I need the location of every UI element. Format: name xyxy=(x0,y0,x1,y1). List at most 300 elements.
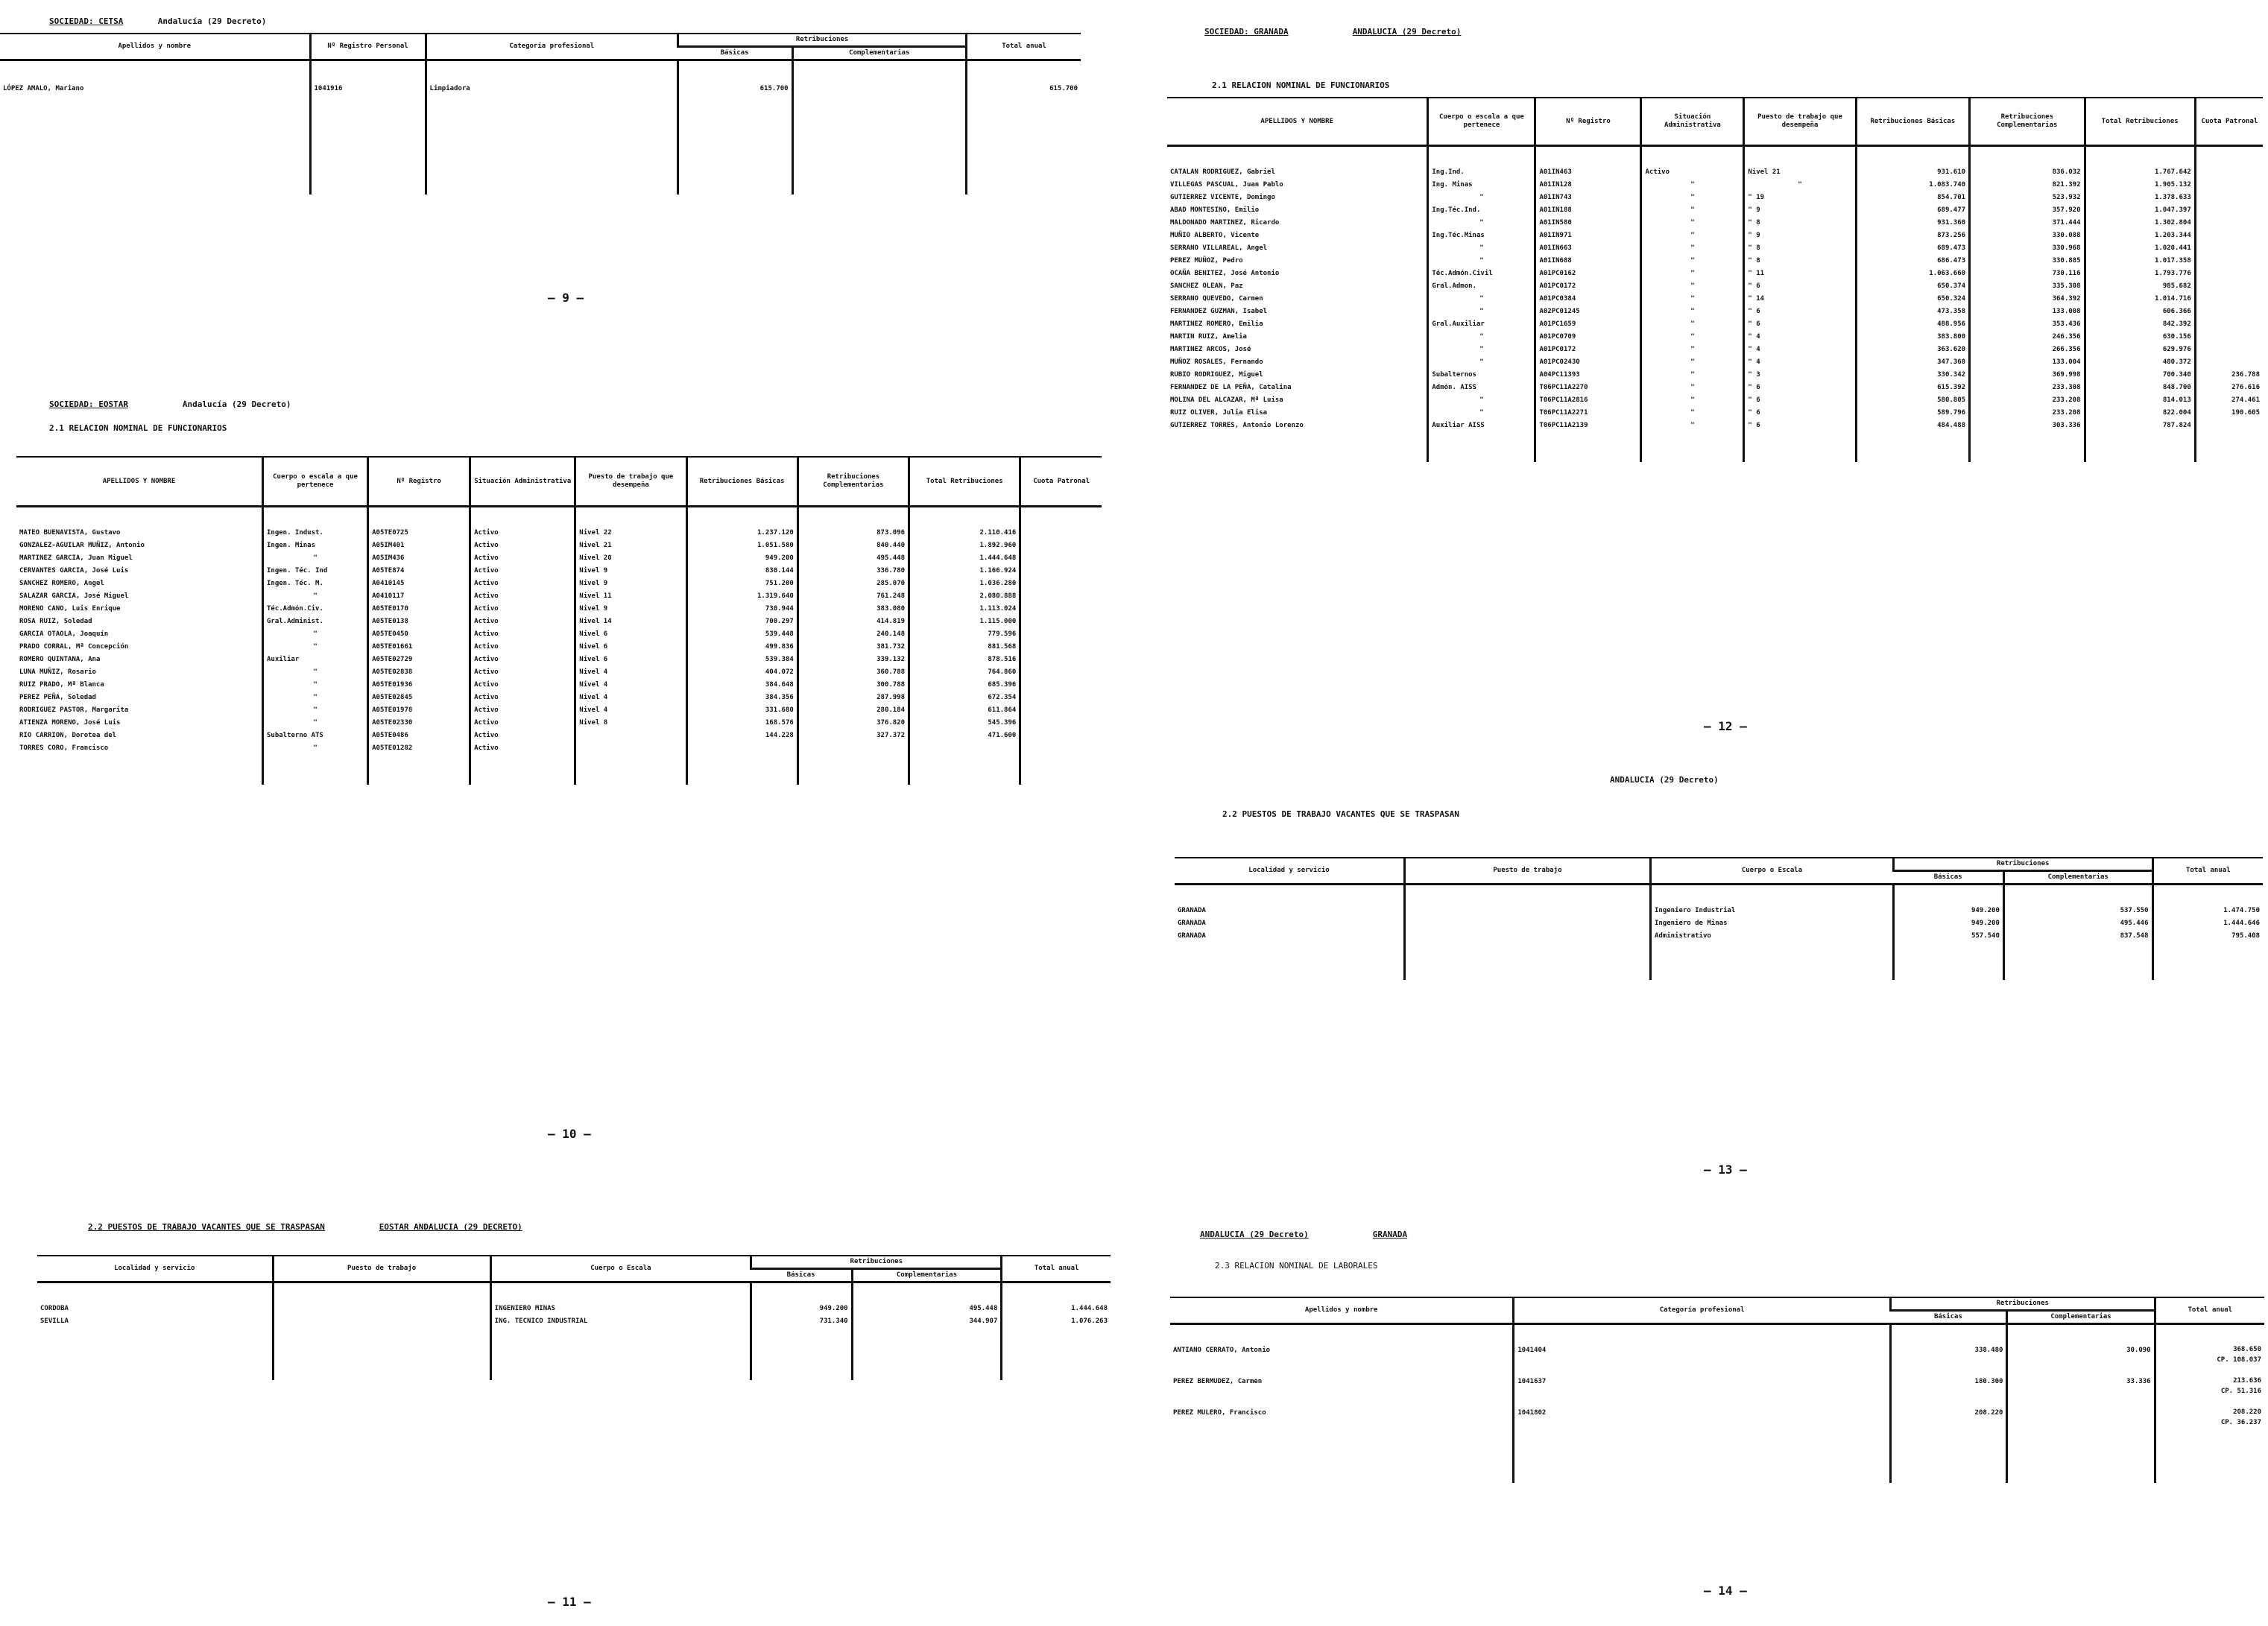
table-cell: 650.324 xyxy=(1856,293,1969,306)
table-cell: 246.356 xyxy=(1970,331,2085,344)
table-cell: 339.132 xyxy=(797,654,909,666)
table-cell: " xyxy=(1428,394,1535,407)
table-cell: " xyxy=(1641,306,1744,318)
table-cell: " xyxy=(1428,306,1535,318)
table-row xyxy=(1167,394,2263,407)
table-cell: 1.319.640 xyxy=(686,590,797,603)
cell-name: LÓPEZ AMALO, Mariano xyxy=(3,84,84,92)
table-cell: " xyxy=(1641,242,1744,255)
cell-basicas: 615.700 xyxy=(678,83,792,194)
table-cell: PEREZ BERMUDEZ, Carmen xyxy=(1173,1378,1263,1385)
table-cell: Activo xyxy=(470,641,575,654)
table-cell: 873.096 xyxy=(797,527,909,540)
table-cell: A05TE02838 xyxy=(368,666,470,679)
table-cell: Activo xyxy=(470,666,575,679)
table-cell: 700.340 xyxy=(2085,369,2195,382)
table-cell xyxy=(1020,730,1102,742)
col-basicas: Básicas xyxy=(1890,1311,2007,1324)
table-cell: A05TE01282 xyxy=(368,742,470,755)
table-row xyxy=(1170,1407,2264,1438)
table-cell: A05TE02845 xyxy=(368,692,470,704)
table-cell: 383.080 xyxy=(797,603,909,616)
table-cell: A05TE01661 xyxy=(368,641,470,654)
cuota-patronal-value: CP. 108.037 xyxy=(2217,1356,2261,1364)
table-cell xyxy=(2195,306,2263,318)
col-retribuciones: Retribuciones xyxy=(1890,1297,2155,1311)
cell-categoria: Limpiadora xyxy=(426,83,678,194)
table-cell: 133.004 xyxy=(1970,356,2085,369)
table-cell: 537.550 xyxy=(2003,905,2152,917)
col-puesto: Puesto de trabajo que desempeña xyxy=(575,457,686,507)
table-row xyxy=(1167,356,2263,369)
table-cell: 611.864 xyxy=(909,704,1020,717)
table-cell: ANTIANO CERRATO, Antonio xyxy=(1173,1347,1271,1354)
table-cell: Nivel 4 xyxy=(575,692,686,704)
table-cell: 360.788 xyxy=(797,666,909,679)
table-cell: Téc.Admón.Civ. xyxy=(262,603,367,616)
page-11-title xyxy=(88,1222,522,1232)
table-cell: Auxiliar AISS xyxy=(1428,420,1535,432)
table-cell: 276.616 xyxy=(2195,382,2263,394)
table-row xyxy=(16,666,1102,679)
table-cell: Nivel 21 xyxy=(575,540,686,552)
table-cell: 208.220 xyxy=(1890,1407,2007,1438)
table-cell: " xyxy=(1428,344,1535,356)
table-cell: A0410117 xyxy=(368,590,470,603)
society-label: SOCIEDAD: EOSTAR xyxy=(49,399,128,409)
col-complementarias: Retribuciones Complementarias xyxy=(797,457,909,507)
table-cell: 369.998 xyxy=(1970,369,2085,382)
table-cell: 168.576 xyxy=(686,717,797,730)
table-cell: 381.732 xyxy=(797,641,909,654)
table-cell: Nivel 11 xyxy=(575,590,686,603)
table-cell: Administrativo xyxy=(1650,930,1893,943)
col-total: Total anual xyxy=(967,34,1081,60)
table-cell: CORDOBA xyxy=(40,1305,69,1312)
col-cuerpo: Cuerpo o Escala xyxy=(490,1256,751,1282)
table-cell: Ing.Téc.Ind. xyxy=(1428,204,1535,217)
table-cell xyxy=(2195,204,2263,217)
table-cell: SEVILLA xyxy=(40,1317,69,1325)
table-cell: " 4 xyxy=(1744,344,1856,356)
table-cell xyxy=(273,1303,490,1315)
section-title: 2.1 RELACION NOMINAL DE FUNCIONARIOS xyxy=(49,423,227,433)
table-cell: 347.368 xyxy=(1856,356,1969,369)
table-cell: 685.396 xyxy=(909,679,1020,692)
society-label: SOCIEDAD: CETSA xyxy=(49,16,124,26)
table-cell xyxy=(2195,192,2263,204)
region-label: ANDALUCIA (29 Decreto) xyxy=(1352,27,1462,37)
table-cell: 931.610 xyxy=(1856,166,1969,179)
col-localidad: Localidad y servicio xyxy=(37,1256,273,1282)
table-cell: 949.200 xyxy=(1893,905,2003,917)
table-cell: 384.356 xyxy=(686,692,797,704)
table-cell: ROMERO QUINTANA, Ana xyxy=(19,656,101,663)
table-cell: RUBIO RODRIGUEZ, Miguel xyxy=(1170,371,1263,379)
table-cell xyxy=(2155,1376,2264,1407)
table-cell: " xyxy=(1641,192,1744,204)
section-title: 2.1 RELACION NOMINAL DE FUNCIONARIOS xyxy=(1212,80,1390,90)
table-cell: 330.088 xyxy=(1970,230,2085,242)
table-row xyxy=(1167,179,2263,192)
table-cell: Ing.Ind. xyxy=(1428,166,1535,179)
table-cell: " xyxy=(1641,369,1744,382)
section-title: 2.2 PUESTOS DE TRABAJO VACANTES QUE SE TRASPASAN xyxy=(1222,809,1459,819)
table-cell: A05IM436 xyxy=(368,552,470,565)
table-cell xyxy=(2195,344,2263,356)
table-cell: 363.620 xyxy=(1856,344,1969,356)
cell-total: 615.700 xyxy=(967,83,1081,194)
table-cell: " xyxy=(262,742,367,755)
table-cell: 240.148 xyxy=(797,628,909,641)
table-row xyxy=(0,83,1081,194)
table-cell: 589.796 xyxy=(1856,407,1969,420)
table-cell: 484.488 xyxy=(1856,420,1969,432)
table-cell: 303.336 xyxy=(1970,420,2085,432)
table-cell xyxy=(1020,654,1102,666)
table-cell: MARTIN RUIZ, Amelia xyxy=(1170,333,1247,341)
table-row xyxy=(1167,255,2263,268)
table-cell: 795.408 xyxy=(2152,930,2263,943)
table-cell: Activo xyxy=(470,628,575,641)
col-complementarias: Complementarias xyxy=(792,47,966,60)
page-number: — 10 — xyxy=(548,1127,591,1141)
table-row xyxy=(1175,917,2263,930)
table-cell: Activo xyxy=(470,654,575,666)
table-cell xyxy=(1020,590,1102,603)
table-cell: 1041404 xyxy=(1514,1344,1890,1376)
table-row xyxy=(16,692,1102,704)
cell-complementarias xyxy=(792,83,966,194)
table-cell: 949.200 xyxy=(751,1303,852,1315)
table-row xyxy=(16,742,1102,755)
table-cell: " xyxy=(262,717,367,730)
table-cell: 383.800 xyxy=(1856,331,1969,344)
table-cell: " xyxy=(1641,204,1744,217)
table-cell: A01PC0384 xyxy=(1535,293,1641,306)
region-label: Andalucía (29 Decreto) xyxy=(182,399,291,409)
cell-registro: 1041916 xyxy=(310,83,426,194)
table-cell: 495.446 xyxy=(2003,917,2152,930)
table-cell: 985.682 xyxy=(2085,280,2195,293)
table-cell xyxy=(1020,679,1102,692)
table-cell: 787.824 xyxy=(2085,420,2195,432)
table-cell: 1.444.646 xyxy=(2152,917,2263,930)
table-cell: " xyxy=(1641,217,1744,230)
col-puesto: Puesto de trabajo xyxy=(273,1256,490,1282)
table-cell: 236.788 xyxy=(2195,369,2263,382)
page-10-title xyxy=(49,399,291,409)
col-complementarias: Complementarias xyxy=(2003,871,2152,885)
table-cell: 545.396 xyxy=(909,717,1020,730)
table-cell: A05TE0138 xyxy=(368,616,470,628)
table-cell: 384.648 xyxy=(686,679,797,692)
col-complementarias: Retribuciones Complementarias xyxy=(1970,98,2085,146)
table-cell: 1041802 xyxy=(1514,1407,1890,1438)
table-cell: 730.116 xyxy=(1970,268,2085,280)
table-cell: 840.440 xyxy=(797,540,909,552)
table-cell: MATEO BUENAVISTA, Gustavo xyxy=(19,529,121,537)
table-cell: " 14 xyxy=(1744,293,1856,306)
table-cell: Téc.Admón.Civil xyxy=(1428,268,1535,280)
table-cell: " xyxy=(1641,280,1744,293)
table-row xyxy=(1167,217,2263,230)
table-cell xyxy=(1404,930,1650,943)
table-cell: Nivel 4 xyxy=(575,704,686,717)
table-cell xyxy=(1020,717,1102,730)
table-cell: 1.302.804 xyxy=(2085,217,2195,230)
table-cell: 1.017.358 xyxy=(2085,255,2195,268)
table-row xyxy=(1175,930,2263,943)
table-cell: A05IM401 xyxy=(368,540,470,552)
table-cell xyxy=(2195,293,2263,306)
table-cell: LUNA MUÑIZ, Rosario xyxy=(19,668,96,676)
table-cell: Gral.Auxiliar xyxy=(1428,318,1535,331)
table-cell: 364.392 xyxy=(1970,293,2085,306)
table-cell: ING. TECNICO INDUSTRIAL xyxy=(490,1315,751,1328)
table-cell: A04PC11393 xyxy=(1535,369,1641,382)
table-cell: MORENO CANO, Luis Enrique xyxy=(19,605,121,613)
table-cell: 606.366 xyxy=(2085,306,2195,318)
table-cell: ABAD MONTESINO, Emilio xyxy=(1170,206,1260,214)
table-cell: MARTINEZ ROMERO, Emilia xyxy=(1170,320,1263,328)
table-cell: 344.907 xyxy=(852,1315,1002,1328)
table-cell: " 8 xyxy=(1744,242,1856,255)
table-row xyxy=(1167,242,2263,255)
table-cell: RIO CARRION, Dorotea del xyxy=(19,732,117,739)
table-cell: MARTINEZ ARCOS, José xyxy=(1170,346,1251,353)
col-total: Total Retribuciones xyxy=(2085,98,2195,146)
total-value: 208.220 xyxy=(2233,1408,2261,1416)
table-cell xyxy=(2195,318,2263,331)
table-cell: Activo xyxy=(470,730,575,742)
table-cell: T06PC11A2270 xyxy=(1535,382,1641,394)
table-cell: " 9 xyxy=(1744,204,1856,217)
col-puesto: Puesto de trabajo xyxy=(1404,858,1650,885)
table-cell: 327.372 xyxy=(797,730,909,742)
table-cell: A01IN580 xyxy=(1535,217,1641,230)
table-cell: MARTINEZ GARCIA, Juan Miguel xyxy=(19,554,133,562)
table-cell: Activo xyxy=(470,603,575,616)
table-row xyxy=(16,641,1102,654)
table-cell: 280.184 xyxy=(797,704,909,717)
table-cell: " 3 xyxy=(1744,369,1856,382)
col-registro: Nº Registro xyxy=(368,457,470,507)
table-cell: 190.605 xyxy=(2195,407,2263,420)
table-cell: A01IN188 xyxy=(1535,204,1641,217)
table-cell: GRANADA xyxy=(1178,907,1206,914)
table-cell: " 6 xyxy=(1744,306,1856,318)
table-cell: 357.920 xyxy=(1970,204,2085,217)
table-cell: 330.968 xyxy=(1970,242,2085,255)
table-cell: 1.474.750 xyxy=(2152,905,2263,917)
table-cell: 1.036.280 xyxy=(909,578,1020,590)
col-registro: Nº Registro xyxy=(1535,98,1641,146)
table-cell: 931.360 xyxy=(1856,217,1969,230)
cuota-patronal-value: CP. 36.237 xyxy=(2220,1419,2261,1426)
table-cell xyxy=(2195,242,2263,255)
table-cell: 2.080.888 xyxy=(909,590,1020,603)
col-puesto: Puesto de trabajo que desempeña xyxy=(1744,98,1856,146)
table-cell xyxy=(2155,1407,2264,1438)
table-cell xyxy=(1020,692,1102,704)
table-cell: T06PC11A2816 xyxy=(1535,394,1641,407)
col-complementarias: Complementarias xyxy=(2007,1311,2155,1324)
table-cell: Auxiliar xyxy=(262,654,367,666)
table-cell: 144.228 xyxy=(686,730,797,742)
table-cell: 1.166.924 xyxy=(909,565,1020,578)
table-cell: Ingen. Téc. Ind xyxy=(262,565,367,578)
table-cell xyxy=(2195,179,2263,192)
table-cell xyxy=(1020,603,1102,616)
table-cell: A05TE02729 xyxy=(368,654,470,666)
table-cell: A0410145 xyxy=(368,578,470,590)
table-cell: 580.805 xyxy=(1856,394,1969,407)
table-cell: A01PC0172 xyxy=(1535,280,1641,293)
table-cell: 1.767.642 xyxy=(2085,166,2195,179)
table-cell: 414.819 xyxy=(797,616,909,628)
table-cell: " xyxy=(1428,356,1535,369)
table-row xyxy=(16,654,1102,666)
col-categoria: Categoría profesional xyxy=(1514,1297,1890,1324)
table-cell: " xyxy=(1641,394,1744,407)
table-cell: 881.568 xyxy=(909,641,1020,654)
table-cell: A05TE01936 xyxy=(368,679,470,692)
table-cell: " xyxy=(1641,268,1744,280)
table-cell: " xyxy=(262,552,367,565)
table-cell: Activo xyxy=(470,578,575,590)
table-cell: Activo xyxy=(470,540,575,552)
col-localidad: Localidad y servicio xyxy=(1175,858,1404,885)
table-row xyxy=(16,704,1102,717)
table-cell xyxy=(1020,742,1102,755)
table-cell: A01PC0172 xyxy=(1535,344,1641,356)
table-row xyxy=(1167,293,2263,306)
table-cell: 539.448 xyxy=(686,628,797,641)
table-row xyxy=(1170,1376,2264,1407)
table-row xyxy=(16,679,1102,692)
table-cell: 471.600 xyxy=(909,730,1020,742)
table-cell: Ingen. Téc. M. xyxy=(262,578,367,590)
table-cell xyxy=(1020,540,1102,552)
col-cuerpo: Cuerpo o escala a que pertenece xyxy=(262,457,367,507)
page-number: — 13 — xyxy=(1704,1162,1747,1177)
table-cell: Nivel 14 xyxy=(575,616,686,628)
table-row xyxy=(16,578,1102,590)
col-registro: Nº Registro Personal xyxy=(310,34,426,60)
table-cell: A05TE0725 xyxy=(368,527,470,540)
table-row xyxy=(16,603,1102,616)
page-14-table xyxy=(1170,1297,2264,1483)
table-cell: 1.014.716 xyxy=(2085,293,2195,306)
table-cell: 822.004 xyxy=(2085,407,2195,420)
table-cell: GRANADA xyxy=(1178,920,1206,927)
table-cell: 1.113.024 xyxy=(909,603,1020,616)
table-row xyxy=(1167,280,2263,293)
table-row xyxy=(1167,420,2263,432)
table-cell: VILLEGAS PASCUAL, Juan Pablo xyxy=(1170,181,1283,189)
table-cell: " xyxy=(262,692,367,704)
col-name: Apellidos y nombre xyxy=(0,34,310,60)
page-number: — 9 — xyxy=(548,291,584,305)
table-cell: Nivel 8 xyxy=(575,717,686,730)
table-cell: 629.976 xyxy=(2085,344,2195,356)
table-cell: 557.540 xyxy=(1893,930,2003,943)
table-cell: SANCHEZ ROMERO, Angel xyxy=(19,580,104,587)
table-row xyxy=(16,628,1102,641)
table-cell: Subalterno ATS xyxy=(262,730,367,742)
table-cell: A01PC0709 xyxy=(1535,331,1641,344)
table-cell: A02PC01245 xyxy=(1535,306,1641,318)
col-cuerpo: Cuerpo o escala a que pertenece xyxy=(1428,98,1535,146)
page-10-table xyxy=(16,456,1102,785)
table-cell xyxy=(2195,420,2263,432)
table-cell: Nivel 9 xyxy=(575,603,686,616)
table-cell: Ingen. Minas xyxy=(262,540,367,552)
table-cell: 814.013 xyxy=(2085,394,2195,407)
page-13-table xyxy=(1175,857,2263,980)
table-cell: " 19 xyxy=(1744,192,1856,204)
table-cell: " xyxy=(1428,331,1535,344)
table-cell: 878.516 xyxy=(909,654,1020,666)
col-total: Total anual xyxy=(1002,1256,1111,1282)
table-cell: Nivel 22 xyxy=(575,527,686,540)
table-cell: T06PC11A2139 xyxy=(1535,420,1641,432)
table-cell: SERRANO QUEVEDO, Carmen xyxy=(1170,295,1263,303)
table-cell: CERVANTES GARCIA, José Luis xyxy=(19,567,129,575)
table-cell: 1.020.441 xyxy=(2085,242,2195,255)
table-cell: Activo xyxy=(470,692,575,704)
table-cell: " xyxy=(1744,179,1856,192)
table-cell: 615.392 xyxy=(1856,382,1969,394)
table-cell xyxy=(1020,628,1102,641)
table-cell: Subalternos xyxy=(1428,369,1535,382)
table-cell: " xyxy=(262,590,367,603)
table-cell: 338.480 xyxy=(1890,1344,2007,1376)
table-cell: 371.444 xyxy=(1970,217,2085,230)
table-cell: Activo xyxy=(470,552,575,565)
col-total: Total Retribuciones xyxy=(909,457,1020,507)
table-cell: " 8 xyxy=(1744,255,1856,268)
table-cell: 700.297 xyxy=(686,616,797,628)
table-row xyxy=(1167,369,2263,382)
table-cell: RUIZ OLIVER, Julia Elisa xyxy=(1170,409,1268,417)
table-cell: 1.063.660 xyxy=(1856,268,1969,280)
table-cell: 854.701 xyxy=(1856,192,1969,204)
table-cell: Activo xyxy=(470,717,575,730)
col-categoria: Categoría profesional xyxy=(426,34,678,60)
table-cell: Activo xyxy=(470,590,575,603)
table-cell: MUÑIO ALBERTO, Vicente xyxy=(1170,232,1260,239)
table-cell xyxy=(1020,666,1102,679)
table-cell: " xyxy=(1641,230,1744,242)
section-title: 2.3 RELACION NOMINAL DE LABORALES xyxy=(1215,1261,1378,1271)
table-cell: 233.208 xyxy=(1970,394,2085,407)
table-cell: 1.892.960 xyxy=(909,540,1020,552)
table-cell: 330.342 xyxy=(1856,369,1969,382)
table-cell: Ing.Téc.Minas xyxy=(1428,230,1535,242)
table-cell: 848.700 xyxy=(2085,382,2195,394)
col-retribuciones: Retribuciones xyxy=(678,34,967,47)
table-cell: Activo xyxy=(470,565,575,578)
table-cell: OCAÑA BENITEZ, José Antonio xyxy=(1170,270,1280,277)
table-cell: 285.070 xyxy=(797,578,909,590)
table-cell xyxy=(1020,565,1102,578)
table-cell xyxy=(273,1315,490,1328)
table-cell: Nivel 9 xyxy=(575,565,686,578)
col-retribuciones: Retribuciones xyxy=(751,1256,1002,1269)
table-cell xyxy=(2195,217,2263,230)
